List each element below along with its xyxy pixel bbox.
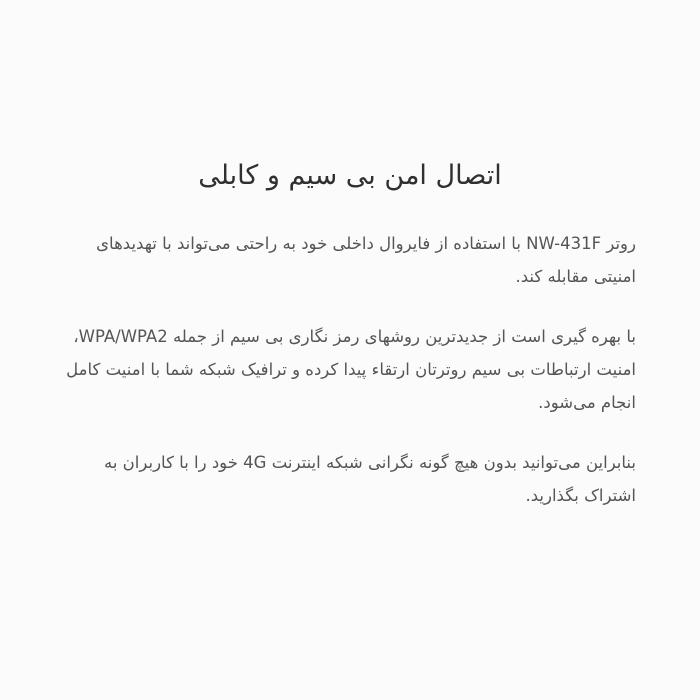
paragraph-encryption: با بهره گیری است از جدیدترین روشهای رمز نگاری بی سیم از جمله WPA/WPA2، امنیت ارتباطات بی سیم روترتان ارتقاء پیدا کرده و ترافیک شبکه شما با امنیت کامل انجام می‌شود. (66, 327, 636, 413)
article (0, 158, 700, 539)
article-title: اتصال امن بی سیم و کابلی (198, 160, 502, 191)
paragraph-firewall: روتر NW-431F با استفاده از فایروال داخلی خود به راحتی می‌تواند با تهدیدهای امنیتی مقابله کند. (96, 234, 636, 287)
paragraph-sharing: بنابراین می‌توانید بدون هیچ گونه نگرانی شبکه اینترنت 4G خود را با کاربران به اشتراک بگذارید. (104, 453, 636, 506)
